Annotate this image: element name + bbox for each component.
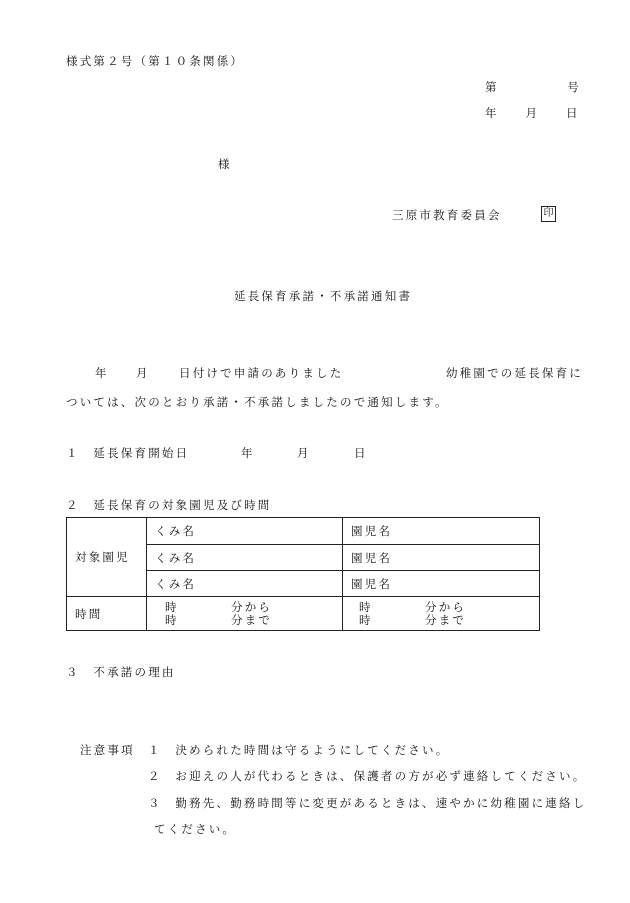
hour-label: 時 — [165, 612, 179, 627]
note-item-3-continuation: てください。 — [154, 822, 237, 836]
child-name-cell: 園児名 — [343, 518, 540, 545]
time-header: 時間 — [67, 597, 147, 631]
section-1-label: １ 延長保育開始日 — [66, 446, 190, 460]
addressee: 様 — [218, 157, 232, 171]
issuer-name: 三原市教育委員会 — [392, 208, 502, 222]
class-name-cell: くみ名 — [147, 571, 343, 597]
class-name-cell: くみ名 — [147, 545, 343, 571]
section-1-month: 月 — [297, 446, 311, 460]
section-2-label: ２ 延長保育の対象園児及び時間 — [66, 498, 272, 512]
body-school-text: 幼稚園での延長保育に — [446, 366, 583, 380]
child-name-cell: 園児名 — [343, 545, 540, 571]
document-number: 第 号 — [485, 80, 581, 94]
section-1-year: 年 — [241, 446, 255, 460]
until-label: 分まで — [231, 612, 273, 627]
body-year: 年 — [95, 366, 109, 380]
body-day-text: 日付けで申請のありました — [179, 366, 344, 380]
table-row — [67, 518, 540, 545]
child-name-cell: 園児名 — [343, 571, 540, 597]
target-children-header: 対象園児 — [67, 518, 147, 597]
document-title: 延長保育承諾・不承諾通知書 — [234, 289, 413, 303]
note-item-1: １ 決められた時間は守るようにしてください。 — [148, 743, 450, 757]
table-row — [67, 597, 540, 631]
body-line-2: ついては、次のとおり承諾・不承諾しましたので通知します。 — [66, 395, 449, 409]
hour-label: 時 — [165, 599, 179, 614]
body-month: 月 — [136, 366, 150, 380]
target-children-table — [66, 517, 540, 631]
from-label: 分から — [425, 599, 467, 614]
seal-mark: 印 — [541, 206, 556, 222]
note-item-3: ３ 勤務先、勤務時間等に変更があるときは、速やかに幼稚園に連絡し — [148, 796, 587, 810]
section-3-label: ３ 不承諾の理由 — [66, 665, 176, 679]
notes-header: 注意事項 — [80, 743, 135, 757]
hour-label: 時 — [359, 599, 373, 614]
from-label: 分から — [231, 599, 273, 614]
time-range-cell-2 — [343, 597, 540, 631]
form-number: 様式第２号（第１０条関係） — [66, 54, 245, 68]
document-date: 年 月 日 — [485, 106, 580, 120]
until-label: 分まで — [425, 612, 467, 627]
class-name-cell: くみ名 — [147, 518, 343, 545]
note-item-2: ２ お迎えの人が代わるときは、保護者の方が必ず連絡してください。 — [148, 769, 587, 783]
time-range-cell-1 — [147, 597, 343, 631]
hour-label: 時 — [359, 612, 373, 627]
section-1-day: 日 — [354, 446, 368, 460]
